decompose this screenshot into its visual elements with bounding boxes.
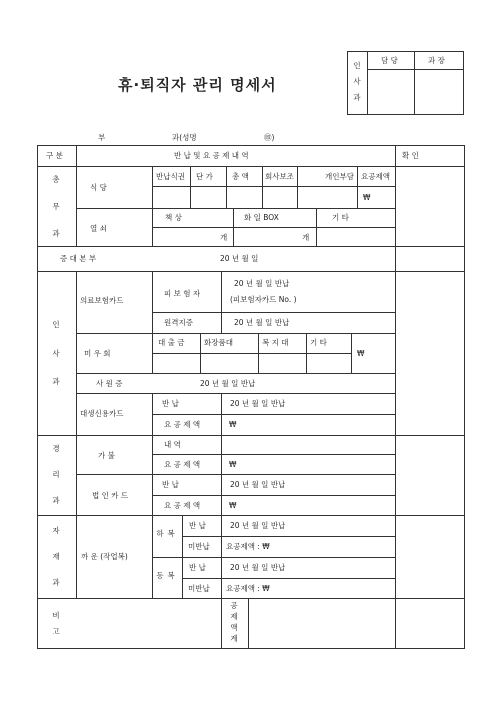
remarks-label-1: 비 [52,611,60,620]
corp-card-return-date: 20 년 월 일 반납 [230,480,286,489]
remarks-label-2: 고 [52,627,60,636]
mutual-col-welfare: 복 지 대 [262,338,289,347]
cafeteria-col-tickets: 반납식권 [156,172,185,181]
employee-id-return-date: 20 년 월 일 반납 [200,379,256,388]
keys-label: 열 쇠 [90,224,107,233]
uniform-label: 까 운 (작업복) [81,552,128,561]
dept-gyeongni-3: 과 [52,496,60,505]
summer-return-date: 20 년 월 일 반납 [230,521,286,530]
summer-unreturned-label: 미반납 [188,542,210,551]
keys-desk-count-unit: 개 [220,233,228,242]
cafeteria-col-unit: 단 가 [196,172,213,181]
insured-card-number: (피보험자카드 No. ) [230,295,297,304]
cafeteria-col-company: 회사보조 [265,172,294,181]
corp-card-deduct-won: ₩ [229,501,237,510]
summer-label-2: 복 [167,529,175,538]
keys-col-other: 기 타 [332,213,349,222]
hq-date: 20 년 월 일 [220,254,259,263]
dept-insa-2: 사 [52,349,60,358]
winter-deduct-amount: 요공제액 : ₩ [226,584,270,593]
header-confirm: 확 인 [402,151,419,160]
credit-card-return-date: 20 년 월 일 반납 [230,399,286,408]
total-deduct-label-1: 공 [230,601,238,610]
cafeteria-label: 식 당 [90,183,107,192]
credit-card-return-label: 반 납 [162,399,179,408]
dept-jajae-3: 과 [52,578,60,587]
corp-card-deduct-label: 요 공 제 액 [164,501,201,510]
mutual-aid-label: 미 우 회 [84,349,111,358]
credit-card-label: 대생신용카드 [80,409,124,418]
keys-col-desk: 책 상 [165,213,182,222]
summer-return-label: 반 납 [189,521,206,530]
cafeteria-col-personal: 개인부담 [325,172,354,181]
dept-chongmu-2: 무 [52,202,60,211]
winter-label-1: 동 [156,571,164,580]
dept-gyeongni-1: 경 [52,444,60,453]
dept-chongmu-1: 총 [52,175,60,184]
corp-card-return-label: 반 납 [162,480,179,489]
department-label: 부 [98,133,106,142]
cafeteria-col-total: 총 액 [232,172,249,181]
advance-deduct-label: 요 공 제 액 [164,460,201,469]
header-category: 구 분 [46,151,63,160]
advance-label: 가 불 [98,451,115,460]
summer-deduct-amount: 요공제액 : ₩ [226,542,270,551]
keys-col-filebox: 화 일 BOX [244,213,279,222]
total-deduct-label-3: 액 [230,623,238,632]
dept-jajae-1: 자 [52,526,60,535]
insured-label: 피 보 험 자 [164,289,201,298]
dept-insa-1: 인 [52,320,60,329]
document-title: 휴·퇴직자 관리 명세서 [118,76,277,94]
total-deduct-label-2: 제 [230,612,238,621]
total-deduct-label-4: 계 [230,634,238,643]
mutual-col-cosmetics: 화장품대 [204,338,233,347]
cafeteria-col-deduct: 요공제액 [361,172,390,181]
winter-return-label: 반 납 [189,563,206,572]
winter-label-2: 복 [167,571,175,580]
dept-insa-3: 과 [52,377,60,386]
remote-cert-label: 원격지증 [164,318,193,327]
credit-card-deduct-label: 요 공 제 액 [164,420,201,429]
cafeteria-deduct-won: ₩ [363,193,371,202]
winter-unreturned-label: 미반납 [188,584,210,593]
advance-deduct-won: ₩ [229,460,237,469]
mutual-won: ₩ [357,349,365,358]
medical-card-label: 의료보험카드 [80,296,124,305]
approval-dept-2: 사 [353,77,361,86]
corp-card-label: 법 인 카 드 [92,491,129,500]
approval-dept-1: 인 [353,61,361,70]
seal-label: ㊞) [264,133,275,142]
dept-jajae-2: 재 [52,552,60,561]
remote-cert-return-date: 20 년 월 일 반납 [234,318,290,327]
credit-card-deduct-won: ₩ [229,420,237,429]
mutual-col-loan: 대 출 금 [158,338,185,347]
advance-details-label: 내 역 [164,440,181,449]
dept-chongmu-3: 과 [52,229,60,238]
employee-id-label: 사 원 증 [96,379,123,388]
keys-file-count-unit: 개 [302,233,310,242]
mutual-col-other: 기 타 [310,338,327,347]
header-details: 반 납 및 요 공 제 내 역 [174,151,249,160]
insured-return-date: 20 년 월 일 반납 [234,279,290,288]
approval-dept-3: 과 [353,93,361,102]
hq-label: 증 대 본 부 [60,254,97,263]
approval-staff-label: 담 당 [381,56,398,65]
section-name-label: 과(성명 [172,133,197,142]
approval-manager-label: 과 장 [428,56,445,65]
dept-gyeongni-2: 리 [52,470,60,479]
winter-return-date: 20 년 월 일 반납 [230,563,286,572]
summer-label-1: 하 [156,529,164,538]
